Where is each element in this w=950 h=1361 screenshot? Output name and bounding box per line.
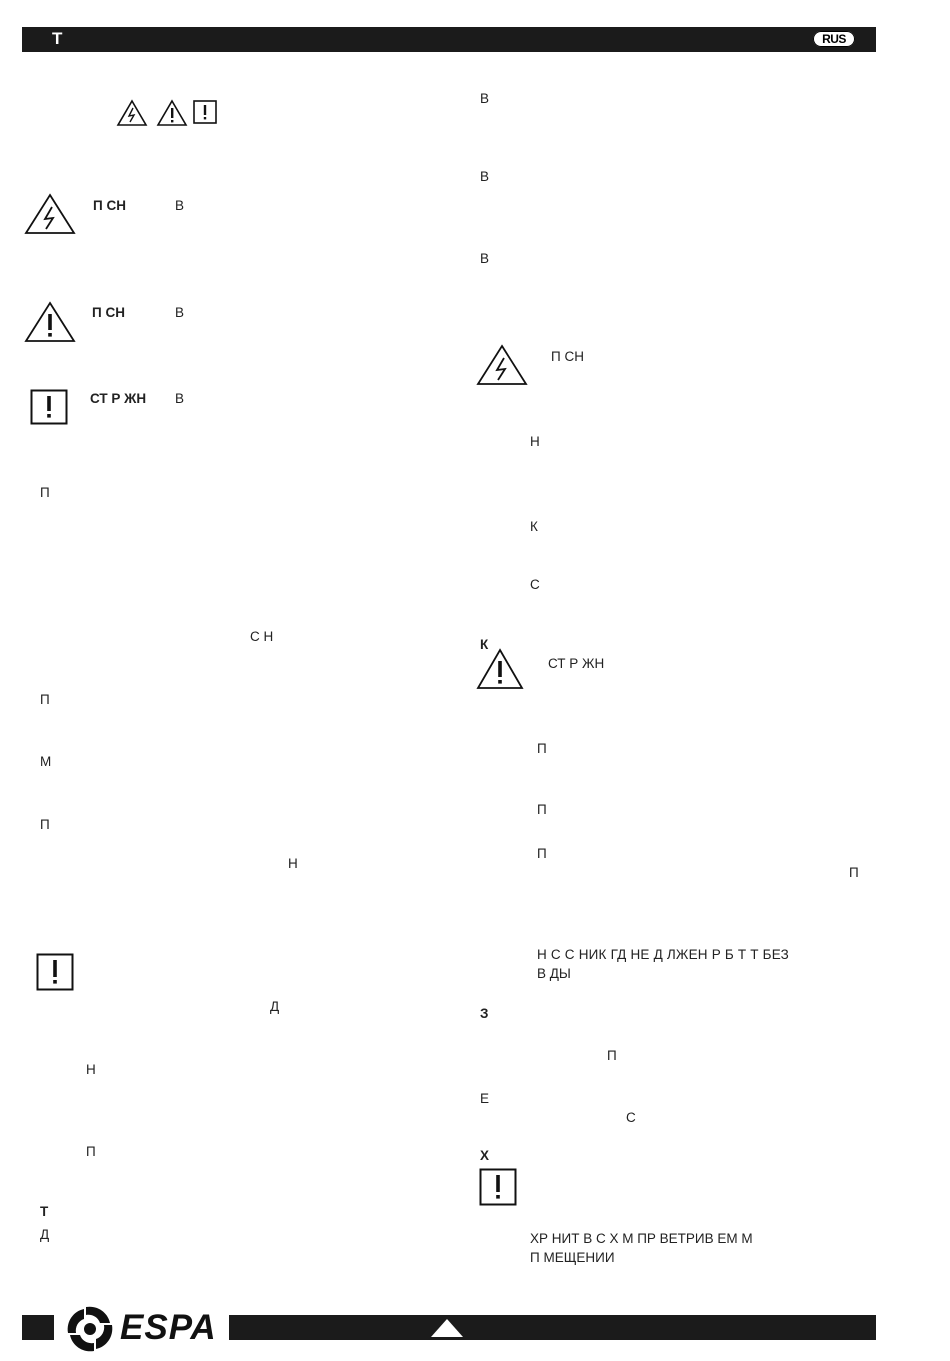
voltage-warning-icon bbox=[476, 344, 528, 386]
paragraph-text: П bbox=[537, 741, 547, 756]
footer-bar-right bbox=[229, 1315, 876, 1340]
triangle-icon bbox=[430, 1318, 464, 1338]
paragraph-text: В bbox=[480, 91, 490, 106]
section-heading: З bbox=[480, 1006, 489, 1021]
storage-text: ХР НИТ В С Х М ПР ВЕТРИВ ЕМ М bbox=[530, 1231, 753, 1246]
paragraph-text: С bbox=[530, 577, 540, 592]
caution-exclamation-icon bbox=[479, 1168, 517, 1206]
brand-wordmark: ESPA bbox=[120, 1308, 217, 1347]
paragraph-text: П bbox=[607, 1048, 617, 1063]
paragraph-text: П bbox=[86, 1144, 96, 1159]
paragraph-text: П bbox=[40, 817, 50, 832]
danger-text: В bbox=[175, 305, 185, 320]
page-title: Т bbox=[52, 29, 63, 48]
paragraph-text: В bbox=[480, 169, 490, 184]
paragraph-text: Н bbox=[288, 856, 298, 871]
danger-label: П СН bbox=[92, 305, 125, 320]
paragraph-text: П bbox=[40, 692, 50, 707]
paragraph-text: П bbox=[40, 485, 50, 500]
danger-label: П СН bbox=[93, 198, 126, 213]
general-warning-icon bbox=[24, 301, 76, 343]
paragraph-text: Д bbox=[270, 999, 280, 1014]
danger-label: П СН bbox=[551, 349, 584, 364]
general-warning-icon bbox=[156, 99, 188, 127]
caution-label: СТ Р ЖН bbox=[548, 656, 605, 671]
header-bar bbox=[22, 27, 876, 52]
caution-text: В bbox=[175, 391, 185, 406]
paragraph-text: П bbox=[537, 802, 547, 817]
danger-text: В bbox=[175, 198, 185, 213]
paragraph-text: Е bbox=[480, 1091, 490, 1106]
paragraph-text: М bbox=[40, 754, 52, 769]
caution-exclamation-icon bbox=[193, 100, 217, 124]
storage-text: П МЕЩЕНИИ bbox=[530, 1250, 615, 1265]
voltage-warning-icon bbox=[116, 99, 148, 127]
warning-text: Н С С НИК ГД НЕ Д ЛЖЕН Р Б Т Т БЕЗ bbox=[537, 947, 789, 962]
caution-label: СТ Р ЖН bbox=[90, 391, 147, 406]
caution-exclamation-icon bbox=[36, 953, 74, 991]
paragraph-text: Н bbox=[530, 434, 540, 449]
warning-text: В ДЫ bbox=[537, 966, 571, 981]
section-heading: К bbox=[480, 637, 489, 652]
paragraph-text: Д bbox=[40, 1227, 50, 1242]
language-badge: RUS bbox=[813, 31, 855, 47]
section-heading: Т bbox=[40, 1204, 49, 1219]
paragraph-text: П bbox=[537, 846, 547, 861]
caution-exclamation-icon bbox=[30, 389, 68, 425]
voltage-warning-icon bbox=[24, 193, 76, 235]
paragraph-text: С bbox=[626, 1110, 636, 1125]
paragraph-text: Н bbox=[86, 1062, 96, 1077]
paragraph-text: К bbox=[530, 519, 538, 534]
paragraph-text: П bbox=[849, 865, 859, 880]
section-heading: Х bbox=[480, 1148, 490, 1163]
footer-bar-left bbox=[22, 1315, 54, 1340]
paragraph-text: В bbox=[480, 251, 490, 266]
paragraph-text: С Н bbox=[250, 629, 274, 644]
general-warning-icon bbox=[476, 648, 524, 690]
